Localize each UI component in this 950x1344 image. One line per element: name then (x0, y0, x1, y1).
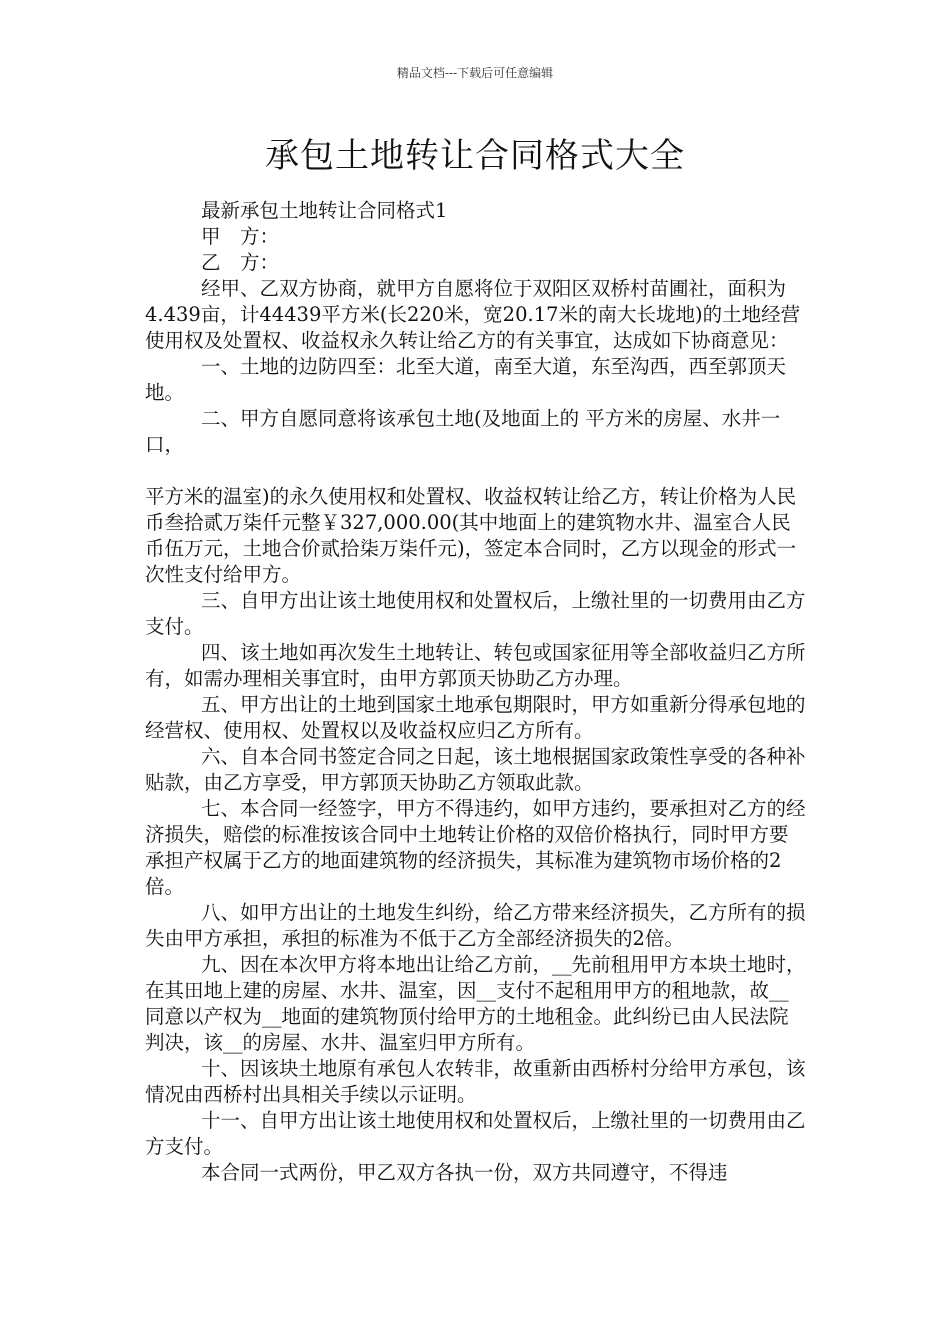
party-a-line: 甲 方： (201, 225, 280, 248)
clause-8: 八、如甲方出让的土地发生纠纷，给乙方带来经济损失，乙方所有的损失由甲方承担，承担的标准为不低于乙方全部经济损失的2倍。 (145, 901, 806, 950)
clause-2: 二、甲方自愿同意将该承包土地(及地面上的 平方米的房屋、水井一口， (145, 407, 781, 456)
document-body (145, 198, 807, 1186)
contract-subtitle: 最新承包土地转让合同格式1 (201, 199, 448, 222)
page-header-note: 精品文档---下载后可任意编辑 (396, 66, 554, 80)
clause-2-continued: 平方米的温室)的永久使用权和处置权、收益权转让给乙方，转让价格为人民币叁拾贰万柒仟元整￥327,000.00(其中地面上的建筑物水井、温室合人民币伍万元，土地合价贰拾柒万柒仟元)，签定本合同时，乙方以现金的形式一次性支付给甲方。 (145, 485, 797, 586)
clause-4: 四、该土地如再次发生土地转让、转包或国家征用等全部收益归乙方所有，如需办理相关事宜时，由甲方郭顶天协助乙方办理。 (145, 641, 806, 690)
clause-7: 七、本合同一经签字，甲方不得违约，如甲方违约，要承担对乙方的经济损失，赔偿的标准按该合同中土地转让价格的双倍价格执行，同时甲方要承担产权属于乙方的地面建筑物的经济损失，其标准为建筑物市场价格的2倍。 (145, 797, 806, 898)
clause-6: 六、自本合同书签定合同之日起，该土地根据国家政策性享受的各种补贴款，由乙方享受，甲方郭顶天协助乙方领取此款。 (145, 745, 806, 794)
document-title: 承包土地转让合同格式大全 (265, 136, 685, 176)
clause-10: 十、因该块土地原有承包人农转非，故重新由西桥村分给甲方承包，该情况由西桥村出具相关手续以示证明。 (145, 1057, 806, 1106)
clause-11: 十一、自甲方出让该土地使用权和处置权后，上缴社里的一切费用由乙方支付。 (145, 1109, 806, 1158)
preamble-paragraph: 经甲、乙双方协商，就甲方自愿将位于双阳区双桥村苗圃社，面积为4.439亩，计44439平方米(长220米，宽20.17米的南大长垅地)的土地经营使用权及处置权、收益权永久转让给乙方的有关事宜，达成如下协商意见： (145, 277, 801, 352)
clause-5: 五、甲方出让的土地到国家土地承包期限时，甲方如重新分得承包地的经营权、使用权、处置权以及收益权应归乙方所有。 (145, 693, 806, 742)
party-b-line: 乙 方： (201, 251, 280, 274)
closing-paragraph: 本合同一式两份，甲乙双方各执一份，双方共同遵守，不得违 (201, 1161, 728, 1184)
clause-1: 一、土地的边防四至：北至大道，南至大道，东至沟西，西至郭顶天地。 (145, 355, 787, 404)
blank-line (145, 458, 807, 484)
clause-9: 九、因在本次甲方将本地出让给乙方前，__先前租用甲方本块土地时，在其田地上建的房屋、水井、温室，因__支付不起租用甲方的租地款，故__同意以产权为__地面的建筑物顶付给甲方的土地租金。此纠纷已由人民法院判决，该__的房屋、水井、温室归甲方所有。 (145, 953, 806, 1054)
clause-3: 三、自甲方出让该土地使用权和处置权后，上缴社里的一切费用由乙方支付。 (145, 589, 806, 638)
